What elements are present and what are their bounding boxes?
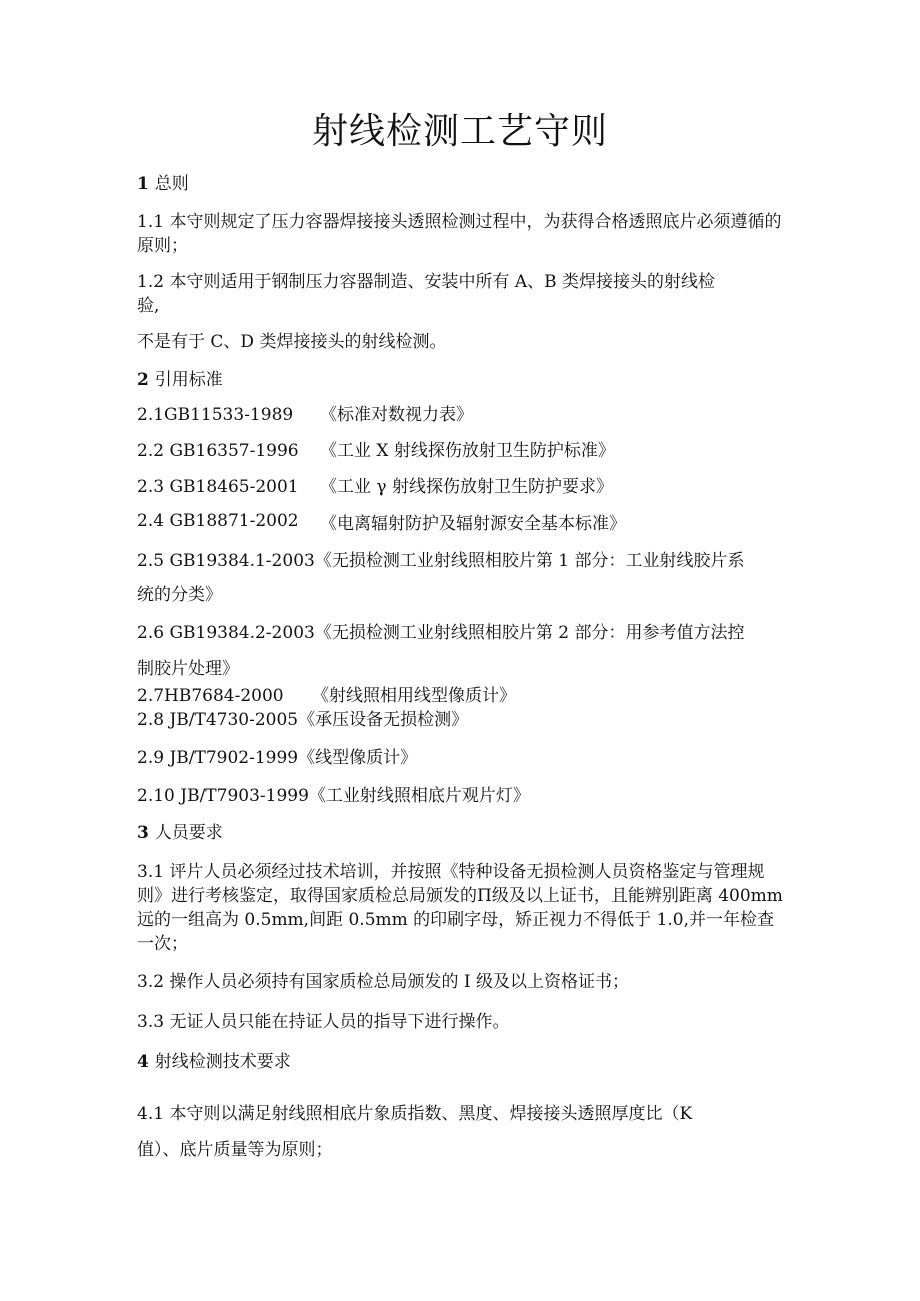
reference-2-8: 2.8 JB/T4730-2005《承压设备无损检测》	[137, 710, 469, 730]
section-2-number: 2	[137, 370, 149, 390]
document-title: 射线检测工艺守则	[311, 111, 608, 152]
section-4-label: 射线检测技术要求	[154, 1052, 291, 1072]
section-4-heading	[137, 1050, 291, 1074]
clause-1-2-line-1: 1.2 本守则适用于钢制压力容器制造、安装中所有 A、B 类焊接接头的射线检	[137, 272, 716, 292]
reference-2-4-code: 2.4 GB18871-2002	[137, 511, 299, 531]
reference-2-4-name: 《电离辐射防护及辐射源安全基本标准》	[320, 514, 626, 534]
reference-2-6-line-1: 2.6 GB19384.2-2003《无损检测工业射线照相胶片第 2 部分：用参考值方法控	[137, 623, 745, 643]
reference-2-5-line-2: 统的分类》	[137, 585, 222, 605]
reference-2-3-code: 2.3 GB18465-2001	[137, 477, 299, 497]
section-1-label: 总则	[154, 174, 189, 194]
clause-1-2-continuation: 不是有于 C、D 类焊接接头的射线检测。	[137, 332, 447, 352]
section-3-label: 人员要求	[154, 823, 223, 843]
clause-1-1: 1.1 本守则规定了压力容器焊接接头透照检测过程中，为获得合格透照底片必须遵循的原则；	[137, 212, 782, 256]
reference-2-10: 2.10 JB/T7903-1999《工业射线照相底片观片灯》	[137, 786, 530, 806]
section-2-heading	[137, 368, 223, 392]
section-1-number: 1	[137, 174, 149, 194]
section-3-number: 3	[137, 823, 149, 843]
reference-2-9: 2.9 JB/T7902-1999《线型像质计》	[137, 748, 418, 768]
clause-4-1-line-1: 4.1 本守则以满足射线照相底片象质指数、黑度、焊接接头透照厚度比（K	[137, 1104, 693, 1124]
section-2-label: 引用标准	[154, 370, 223, 390]
reference-2-2-name: 《工业 X 射线探伤放射卫生防护标准》	[320, 441, 615, 461]
clause-4-1-line-2: 值）、底片质量等为原则；	[137, 1140, 333, 1160]
clause-3-3: 3.3 无证人员只能在持证人员的指导下进行操作。	[137, 1012, 510, 1032]
reference-2-2-code: 2.2 GB16357-1996	[137, 441, 299, 461]
section-3-heading	[137, 821, 223, 845]
reference-2-1-name: 《标准对数视力表》	[320, 405, 473, 425]
section-4-number: 4	[137, 1052, 149, 1072]
reference-2-6-line-2: 制胶片处理》	[137, 659, 239, 679]
clause-1-2-line-2: 验,	[137, 296, 160, 316]
clause-3-2: 3.2 操作人员必须持有国家质检总局颁发的 I 级及以上资格证书；	[137, 972, 629, 992]
reference-2-7-name: 《射线照相用线型像质计》	[312, 686, 516, 706]
section-1-heading	[137, 172, 189, 196]
clause-3-1: 3.1 评片人员必须经过技术培训，并按照《特种设备无损检测人员资格鉴定与管理规则》进行考核鉴定，取得国家质检总局颁发的Π级及以上证书，且能辨别距离 400mm 远的一组高为 0.5mm,间距 0.5mm 的印刷字母，矫正视力不得低于 1.0,并一年检查一次；	[137, 862, 783, 954]
reference-2-7-code: 2.7HB7684-2000	[137, 686, 284, 706]
reference-2-3-name: 《工业 γ 射线探伤放射卫生防护要求》	[320, 477, 613, 497]
reference-2-5-line-1: 2.5 GB19384.1-2003《无损检测工业射线照相胶片第 1 部分：工业射线胶片系	[137, 551, 745, 571]
reference-2-1-code: 2.1GB11533-1989	[137, 405, 294, 425]
